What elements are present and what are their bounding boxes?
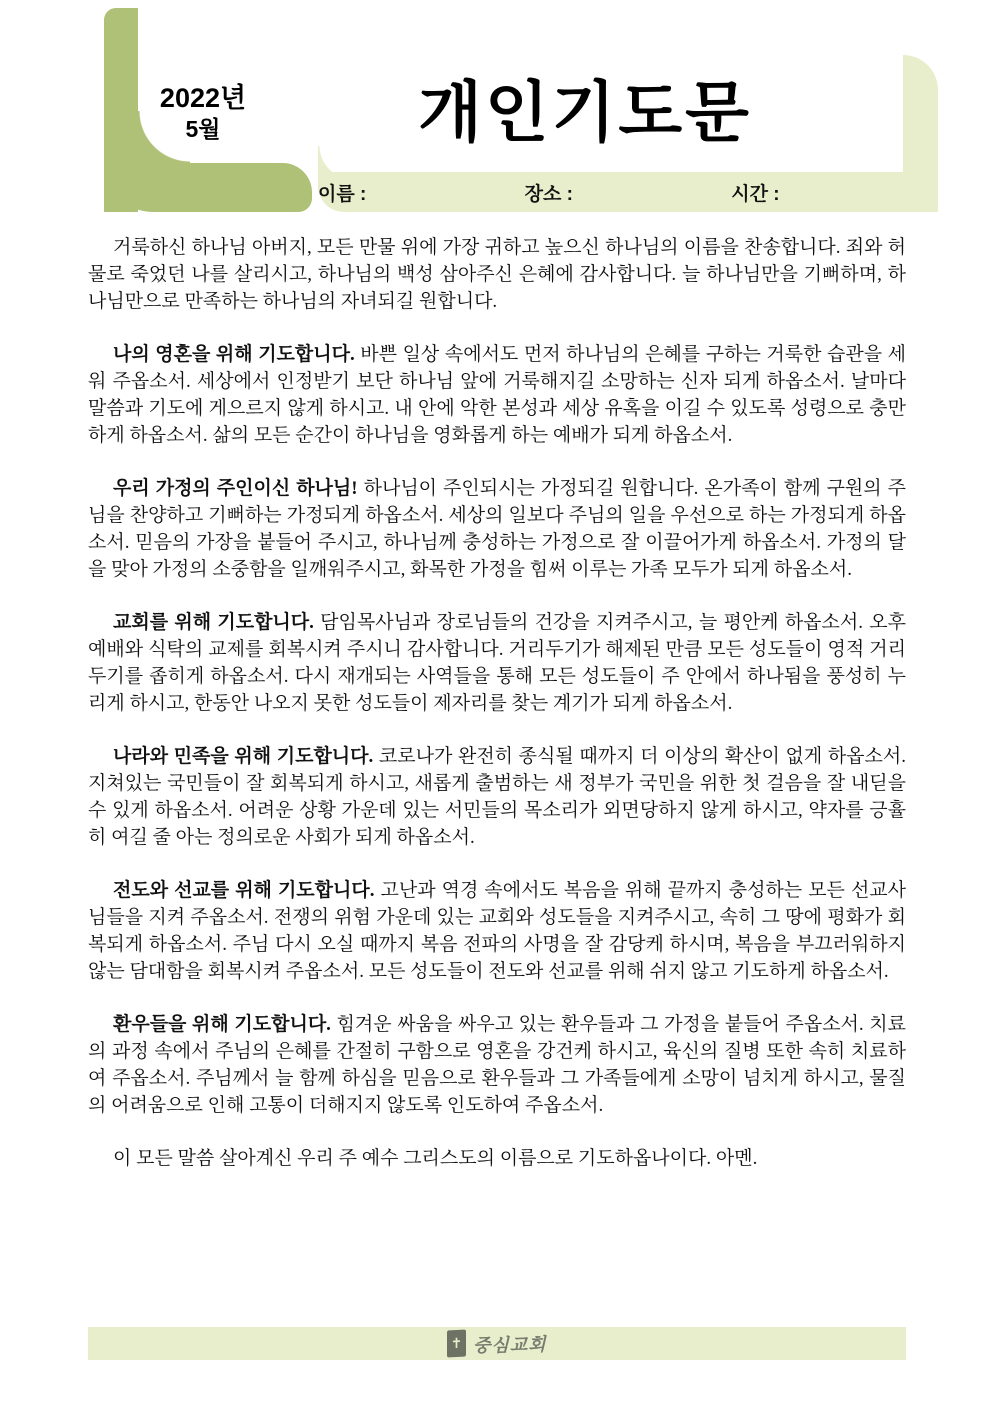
cross-icon: ✝: [450, 1335, 463, 1352]
header-left-frame-bar: [104, 163, 312, 212]
document-title: 개인기도문: [418, 75, 752, 149]
church-logo-text: 중심교회: [473, 1333, 547, 1356]
place-field-label: 장소 :: [524, 183, 573, 205]
issue-month: 5월: [185, 116, 221, 142]
paragraph-body: 바쁜 일상 속에서도 먼저 하나님의 은혜를 구하는 거룩한 습관을 세워 주옵소서. 세상에서 인정받기 보단 하나님 앞에 거룩해지길 소망하는 신자 되게 하옵소서. 날마다 말씀과 기도에 게으르지 않게 하시고. 내 안에 악한 본성과 세상 유혹을 이길 수 있도록 성령으로 충만하게 하옵소서. 삶의 모든 순간이 하나님을 영화롭게 하는 예배가 되게 하옵소서.: [88, 344, 907, 446]
prayer-paragraph: [88, 609, 906, 717]
paragraph-lead: 전도와 선교를 위해 기도합니다.: [113, 880, 375, 901]
prayer-paragraph: [88, 341, 906, 449]
paragraph-lead: 우리 가정의 주인이신 하나님!: [113, 478, 358, 499]
header-fields-bar: [318, 172, 938, 212]
time-field-label: 시간 :: [731, 183, 780, 205]
prayer-paragraph: [88, 1011, 906, 1119]
paragraph-body: 코로나가 완전히 종식될 때까지 더 이상의 확산이 없게 하옵소서. 지쳐있는 국민들이 잘 회복되게 하시고, 새롭게 출범하는 새 정부가 국민을 위한 첫 걸음을 잘 내딛을 수 있게 하옵소서. 어려운 상황 가운데 있는 서민들의 목소리가 외면당하지 않게 하시고, 약자를 긍휼히 여길 줄 아는 정의로운 사회가 되게 하옵소서.: [88, 746, 906, 848]
prayer-paragraph: [88, 234, 906, 315]
closing-line: 이 모든 말씀 살아계신 우리 주 예수 그리스도의 이름으로 기도하옵나이다. 아멘.: [113, 1148, 758, 1169]
paragraph-body: 거룩하신 하나님 아버지, 모든 만물 위에 가장 귀하고 높으신 하나님의 이름을 찬송합니다. 죄와 허물로 죽었던 나를 살리시고, 하나님의 백성 삼아주신 은혜에 감사합니다. 늘 하나님만을 기뻐하며, 하나님만으로 만족하는 하나님의 자녀되길 원합니다.: [88, 237, 906, 312]
paragraph-lead: 교회를 위해 기도합니다.: [113, 612, 314, 633]
paragraph-body: 고난과 역경 속에서도 복음을 위해 끝까지 충성하는 모든 선교사님들을 지켜 주옵소서. 전쟁의 위험 가운데 있는 교회와 성도들을 지켜주시고, 속히 그 땅에 평화가 회복되게 하옵소서. 주님 다시 오실 때까지 복음 전파의 사명을 잘 감당케 하시며, 복음을 부끄러워하지 않는 담대함을 회복시켜 주옵소서. 모든 성도들이 전도와 선교를 위해 쉬지 않고 기도하게 하옵소서.: [88, 880, 907, 982]
cross-door-icon: [447, 1330, 466, 1358]
prayer-paragraph: [88, 743, 906, 851]
issue-date: [118, 82, 288, 144]
paragraph-body: 하나님이 주인되시는 가정되길 원합니다. 온가족이 함께 구원의 주님을 찬양하고 기뻐하는 가정되게 하옵소서. 세상의 일보다 주님의 일을 우선으로 하는 가정되게 하옵소서. 믿음의 가장을 붙들어 주시고, 하나님께 충성하는 가정으로 잘 이끌어가게 하옵소서. 가정의 달을 맞아 가정의 소중함을 일깨워주시고, 화목한 가정을 힘써 이루는 가족 모두가 되게 하옵소서.: [88, 478, 907, 580]
paragraph-body: 담임목사님과 장로님들의 건강을 지켜주시고, 늘 평안케 하옵소서. 오후 예배와 식탁의 교제를 회복시켜 주시니 감사합니다. 거리두기가 해제된 만큼 모든 성도들이 영적 거리두기를 좁히게 하옵소서. 다시 재개되는 사역들을 통해 모든 성도들이 주 안에서 하나됨을 풍성히 누리게 하시고, 한동안 나오지 못한 성도들이 제자리를 찾는 계기가 되게 하옵소서.: [88, 612, 906, 714]
prayer-paragraph: [88, 877, 906, 985]
prayer-paragraph: [88, 475, 906, 583]
footer-bar: [88, 1327, 906, 1360]
church-logo: [447, 1330, 547, 1357]
paragraph-body: 힘겨운 싸움을 싸우고 있는 환우들과 그 가정을 붙들어 주옵소서. 치료의 과정 속에서 주님의 은혜를 간절히 구함으로 영혼을 강건케 하시고, 육신의 질병 또한 속히 치료하여 주옵소서. 주님께서 늘 함께 하심을 믿음으로 환우들과 그 가족들에게 소망이 넘치게 하시고, 물질의 어려움으로 인해 고통이 더해지지 않도록 인도하여 주옵소서.: [88, 1014, 906, 1116]
name-field-label: 이름 :: [318, 183, 367, 205]
paragraph-lead: 나라와 민족을 위해 기도합니다.: [113, 746, 374, 767]
paragraph-lead: 나의 영혼을 위해 기도합니다.: [113, 344, 355, 365]
paragraph-lead: 환우들을 위해 기도합니다.: [113, 1014, 331, 1035]
prayer-body: [88, 234, 906, 1172]
issue-year: 2022년: [159, 83, 247, 113]
